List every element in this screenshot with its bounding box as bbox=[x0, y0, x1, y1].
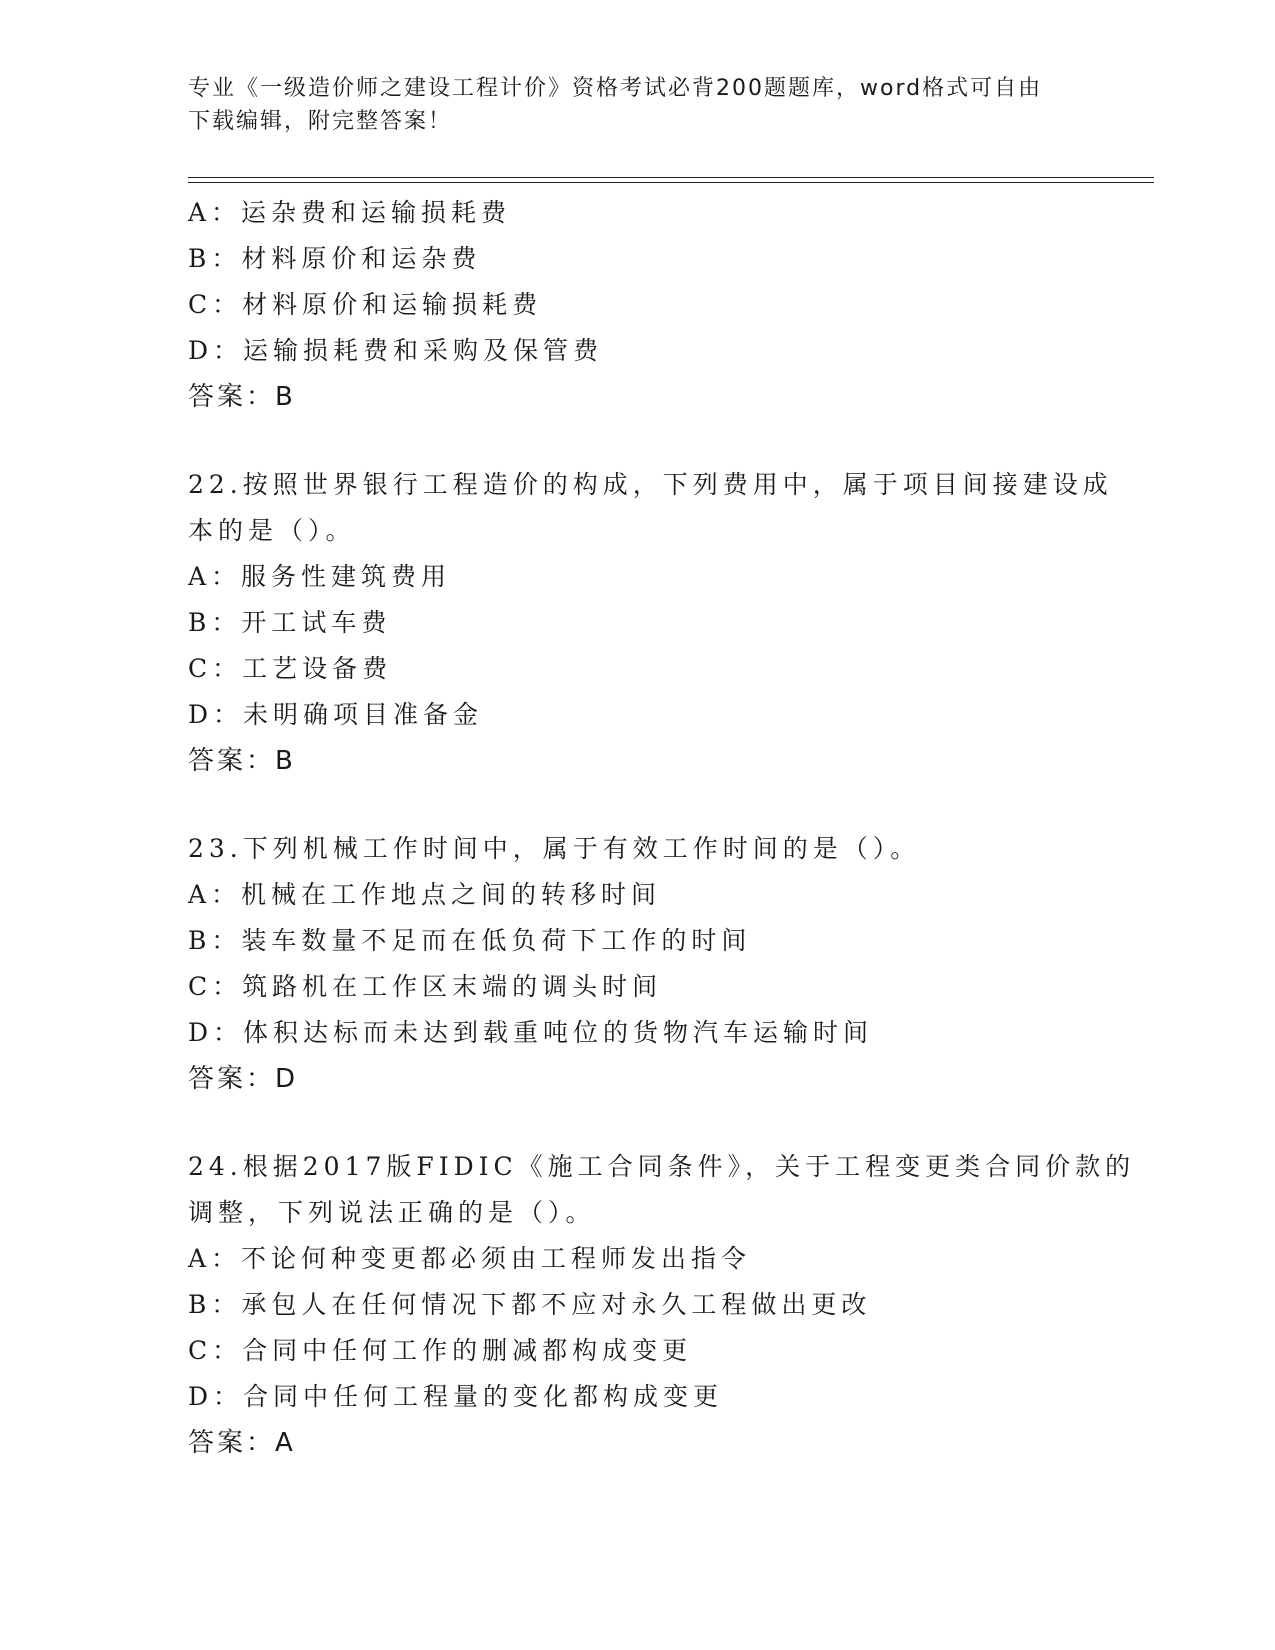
option-d: D：运输损耗费和采购及保管费 bbox=[188, 336, 604, 365]
question-23 bbox=[188, 826, 1088, 1102]
option-b: B：开工试车费 bbox=[188, 608, 392, 637]
question-stem-line: 24.根据2017版FIDIC《施工合同条件》，关于工程变更类合同价款的 bbox=[188, 1152, 1136, 1181]
question-stem-line: 23.下列机械工作时间中，属于有效工作时间的是（）。 bbox=[188, 834, 921, 863]
question-stem-line: 22.按照世界银行工程造价的构成，下列费用中，属于项目间接建设成 bbox=[188, 470, 1113, 499]
header-divider-bottom bbox=[188, 182, 1154, 183]
question-stem-line: 调整，下列说法正确的是（）。 bbox=[188, 1198, 596, 1227]
spacer bbox=[188, 784, 1088, 826]
option-d: D：合同中任何工程量的变化都构成变更 bbox=[188, 1382, 724, 1411]
answer: 答案：D bbox=[188, 1064, 299, 1094]
option-c: C：材料原价和运输损耗费 bbox=[188, 290, 543, 319]
spacer bbox=[188, 420, 1088, 462]
question-stem-line: 本的是（）。 bbox=[188, 516, 356, 545]
option-b: B：材料原价和运杂费 bbox=[188, 244, 482, 273]
answer: 答案：A bbox=[188, 1428, 296, 1458]
option-d: D：未明确项目准备金 bbox=[188, 700, 484, 729]
option-d: D：体积达标而未达到载重吨位的货物汽车运输时间 bbox=[188, 1018, 874, 1047]
option-b: B：装车数量不足而在低负荷下工作的时间 bbox=[188, 926, 752, 955]
option-b: B：承包人在任何情况下都不应对永久工程做出更改 bbox=[188, 1290, 872, 1319]
question-22 bbox=[188, 462, 1113, 784]
question-list bbox=[188, 190, 1136, 1466]
answer: 答案：B bbox=[188, 746, 296, 776]
question-24 bbox=[188, 1144, 1136, 1466]
header-divider-top bbox=[188, 177, 1154, 178]
option-c: C：合同中任何工作的删减都构成变更 bbox=[188, 1336, 693, 1365]
document-header bbox=[188, 72, 1088, 138]
option-a: A：运杂费和运输损耗费 bbox=[188, 198, 512, 227]
question-21-continuation bbox=[188, 190, 1088, 420]
answer: 答案：B bbox=[188, 382, 296, 412]
spacer bbox=[188, 1102, 1088, 1144]
option-c: C：工艺设备费 bbox=[188, 654, 393, 683]
header-line-1: 专业《一级造价师之建设工程计价》资格考试必背200题题库，word格式可自由 bbox=[188, 76, 1043, 101]
header-line-2: 下载编辑，附完整答案！ bbox=[188, 109, 453, 134]
option-c: C：筑路机在工作区末端的调头时间 bbox=[188, 972, 663, 1001]
option-a: A：不论何种变更都必须由工程师发出指令 bbox=[188, 1244, 752, 1273]
option-a: A：服务性建筑费用 bbox=[188, 562, 452, 591]
option-a: A：机械在工作地点之间的转移时间 bbox=[188, 880, 662, 909]
